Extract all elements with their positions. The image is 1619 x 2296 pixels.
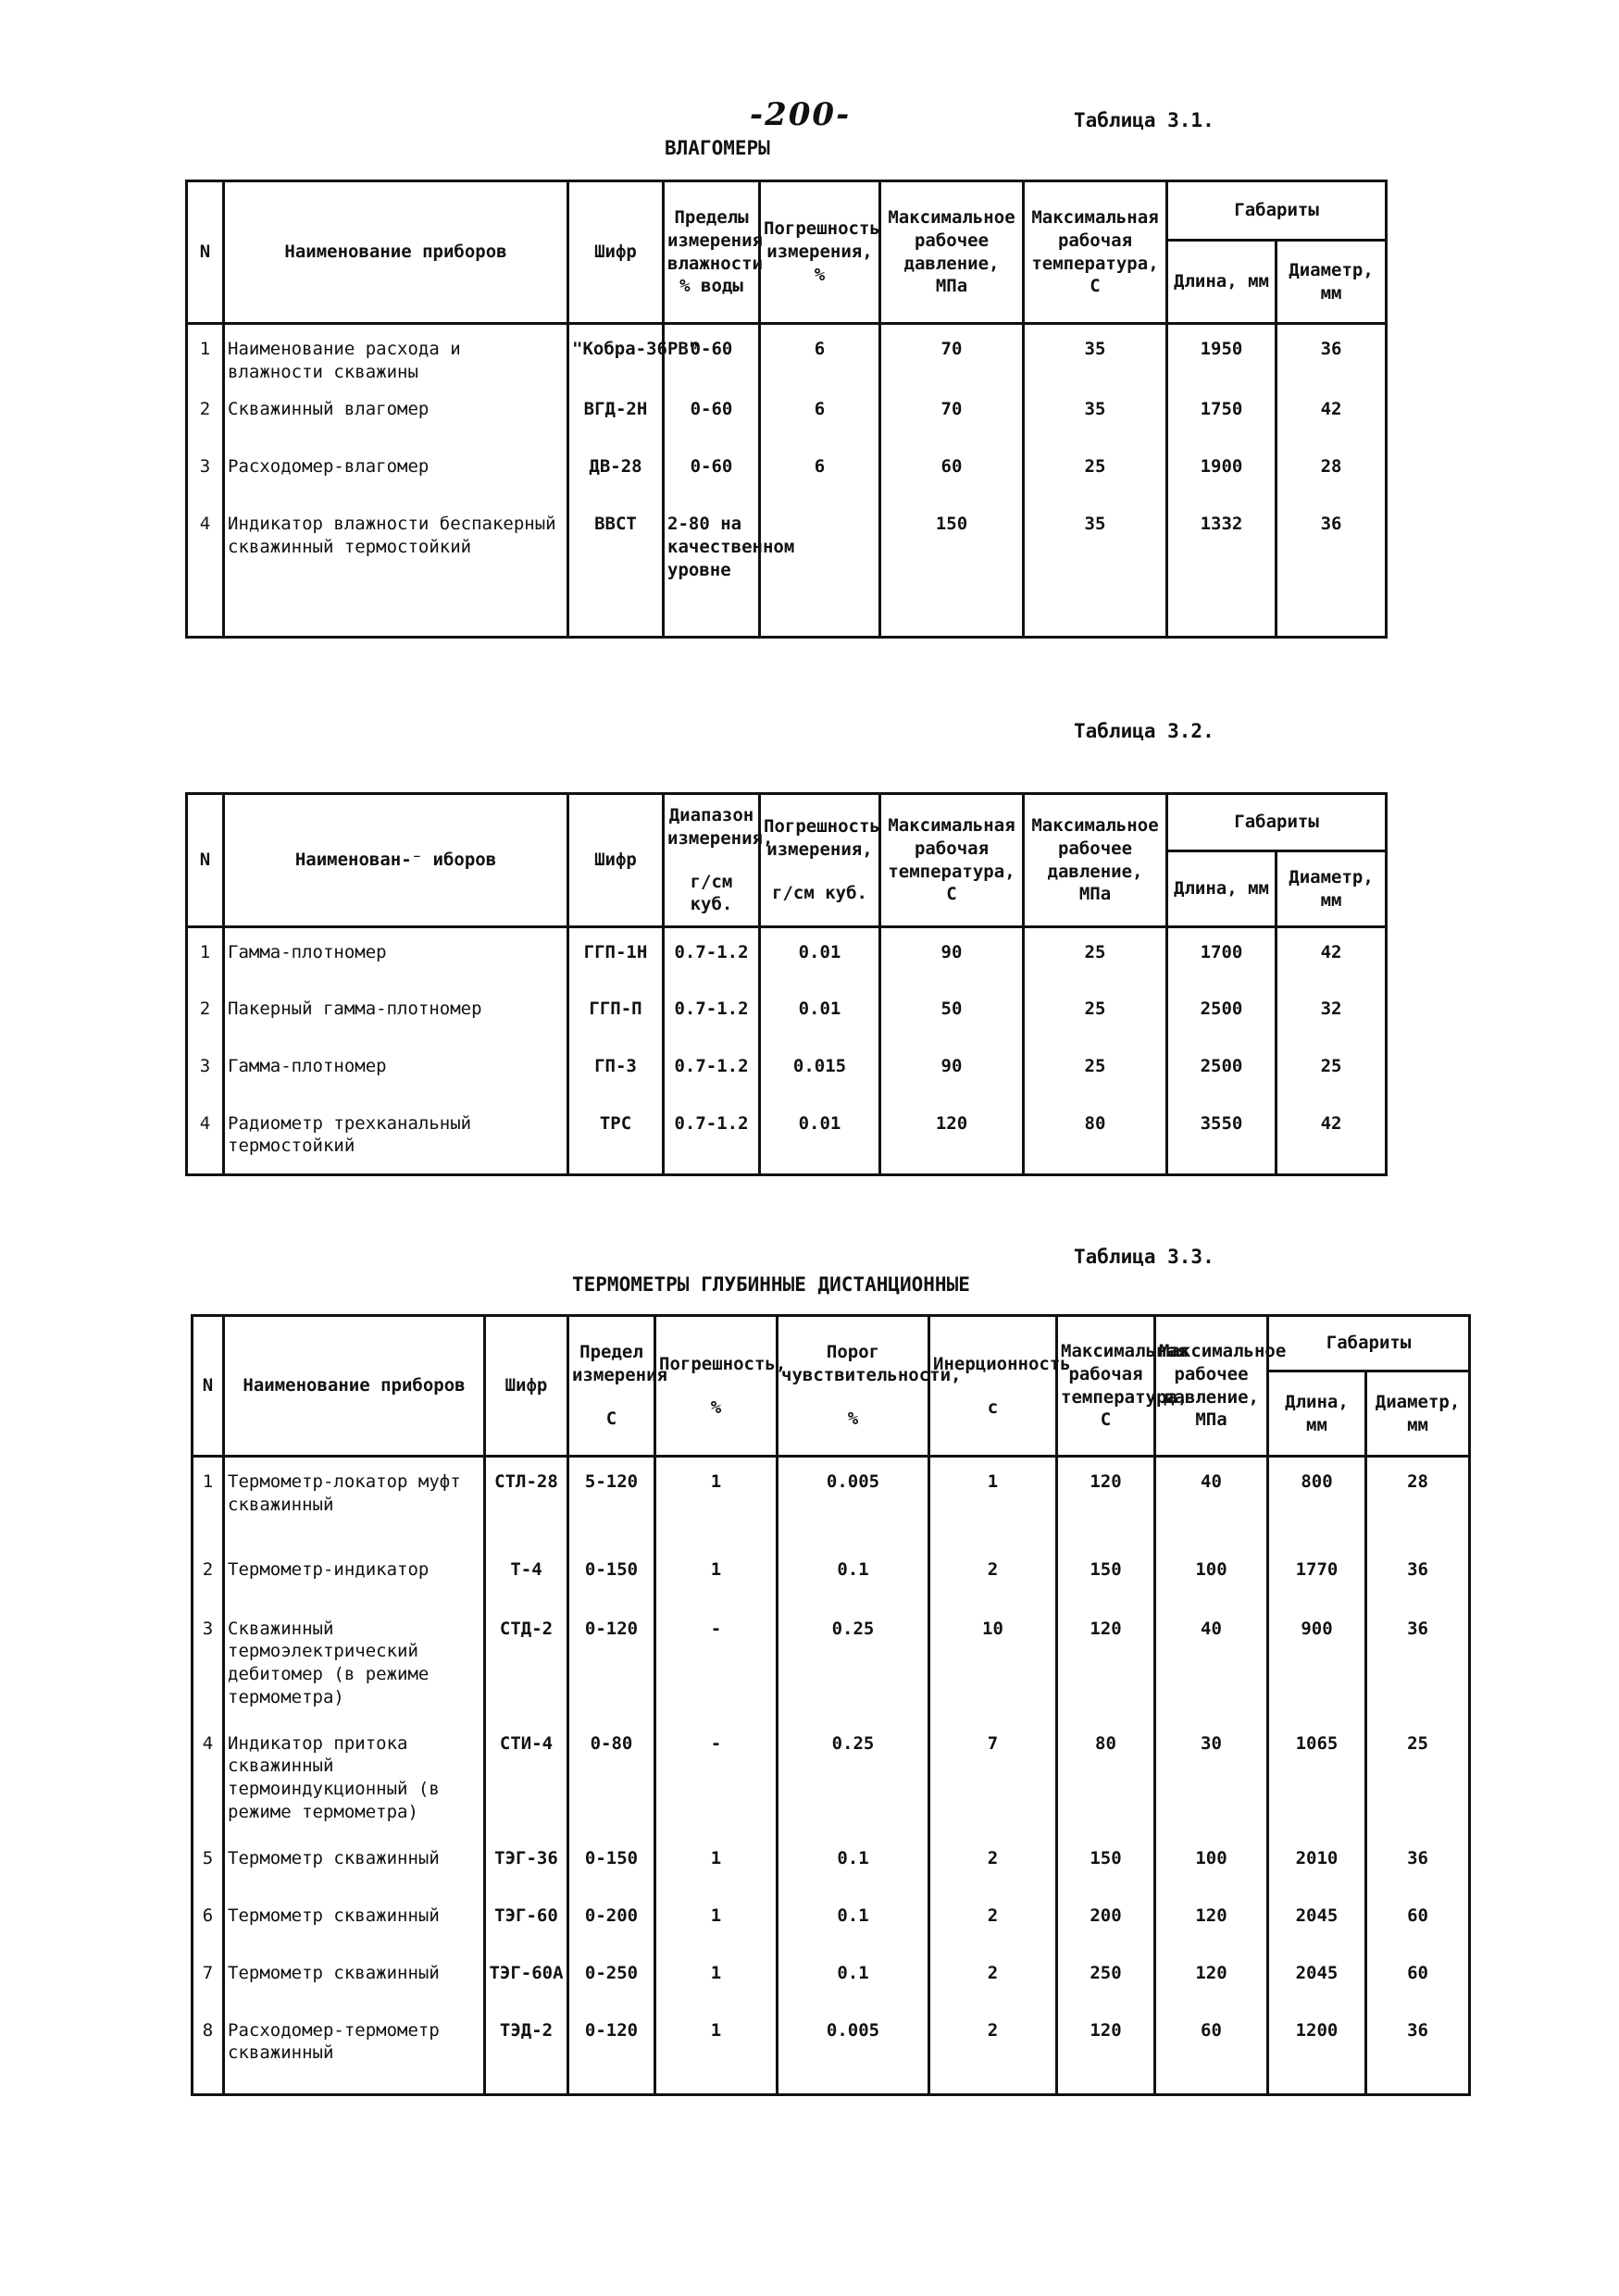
t3-r2-code: Т-4 bbox=[485, 1545, 568, 1605]
table-3-caption: Таблица 3.3. bbox=[1074, 1246, 1214, 1268]
t1-r4-range: 2-80 на качественном уровне bbox=[664, 500, 760, 637]
t2-header-range bbox=[664, 794, 774, 927]
t3-r4-num: 4 bbox=[193, 1719, 224, 1834]
t3-r3-inertia: 10 bbox=[929, 1605, 1057, 1719]
t3-r5-diameter: 36 bbox=[1366, 1834, 1470, 1892]
t2-r4-name: Радиометр трехканальный термостойкий bbox=[224, 1099, 568, 1175]
t1-r2-code: ВГД-2Н bbox=[568, 385, 664, 442]
t2-header-error-label: Погрешность измерения, bbox=[764, 816, 880, 861]
t2-header-dims: Габариты bbox=[1167, 794, 1387, 851]
t3-header-dims: Габариты bbox=[1268, 1316, 1470, 1371]
t1-r1-name: Наименование расхода и влажности скважины bbox=[224, 324, 568, 386]
t1-r4-temp: 35 bbox=[1024, 500, 1167, 637]
table-row bbox=[187, 985, 1387, 1042]
t1-r1-diameter: 36 bbox=[1277, 324, 1387, 386]
table-row bbox=[193, 2006, 1470, 2095]
t3-r5-length: 2010 bbox=[1268, 1834, 1366, 1892]
t3-header-error-unit: % bbox=[710, 1396, 722, 1418]
t3-r6-length: 2045 bbox=[1268, 1892, 1366, 1949]
t2-r2-error: 0.01 bbox=[760, 985, 880, 1042]
t2-header-error bbox=[760, 794, 880, 927]
t2-r1-temp: 90 bbox=[880, 927, 1024, 985]
t3-header-error-label: Погрешность, bbox=[659, 1353, 787, 1374]
t3-r6-num: 6 bbox=[193, 1892, 224, 1949]
t1-r3-pressure: 60 bbox=[880, 442, 1024, 500]
t3-r1-range: 5-120 bbox=[568, 1457, 655, 1545]
t3-header-range-unit: С bbox=[605, 1408, 617, 1429]
t1-r2-error: 6 bbox=[760, 385, 880, 442]
table-row bbox=[193, 1892, 1470, 1949]
t1-header-dims: Габариты bbox=[1167, 181, 1387, 241]
t1-header-num: N bbox=[187, 181, 224, 324]
t1-r2-diameter: 42 bbox=[1277, 385, 1387, 442]
t1-r4-length: 1332 bbox=[1167, 500, 1277, 637]
t3-r4-name: Индикатор притока скважинный термоиндукционный (в режиме термометра) bbox=[224, 1719, 485, 1834]
t1-r2-length: 1750 bbox=[1167, 385, 1277, 442]
table-row bbox=[193, 1834, 1470, 1892]
t3-r7-pressure: 120 bbox=[1155, 1949, 1268, 2006]
t3-r1-pressure: 40 bbox=[1155, 1457, 1268, 1545]
t1-r3-range: 0-60 bbox=[664, 442, 760, 500]
t2-r1-error: 0.01 bbox=[760, 927, 880, 985]
t2-r3-range: 0.7-1.2 bbox=[664, 1042, 760, 1099]
t2-header-num: N bbox=[187, 794, 224, 927]
t3-r3-name: Скважинный термоэлектрический дебитомер (в режиме термометра) bbox=[224, 1605, 485, 1719]
t1-r1-code: "Кобра-36РВ" bbox=[568, 324, 664, 386]
t1-r1-pressure: 70 bbox=[880, 324, 1024, 386]
t3-r2-num: 2 bbox=[193, 1545, 224, 1605]
t3-r4-range: 0-80 bbox=[568, 1719, 655, 1834]
t1-r1-range: 0-60 bbox=[664, 324, 760, 386]
t1-r2-range: 0-60 bbox=[664, 385, 760, 442]
t3-r5-threshold: 0.1 bbox=[778, 1834, 929, 1892]
t2-r2-diameter: 32 bbox=[1277, 985, 1387, 1042]
t3-r5-inertia: 2 bbox=[929, 1834, 1057, 1892]
t3-r7-diameter: 60 bbox=[1366, 1949, 1470, 2006]
t3-r6-temp: 200 bbox=[1057, 1892, 1155, 1949]
t2-r4-range: 0.7-1.2 bbox=[664, 1099, 760, 1175]
table-1-caption: Таблица 3.1. bbox=[1074, 109, 1214, 131]
t1-header-name: Наименование приборов bbox=[224, 181, 568, 324]
t3-r3-threshold: 0.25 bbox=[778, 1605, 929, 1719]
t3-r6-inertia: 2 bbox=[929, 1892, 1057, 1949]
t3-r3-error: - bbox=[655, 1605, 778, 1719]
t1-r1-length: 1950 bbox=[1167, 324, 1277, 386]
t2-r2-name: Пакерный гамма-плотномер bbox=[224, 985, 568, 1042]
table-3 bbox=[191, 1314, 1471, 2096]
table-row bbox=[193, 1457, 1470, 1545]
t3-r5-error: 1 bbox=[655, 1834, 778, 1892]
t3-r8-pressure: 60 bbox=[1155, 2006, 1268, 2095]
t3-r8-range: 0-120 bbox=[568, 2006, 655, 2095]
t3-r3-pressure: 40 bbox=[1155, 1605, 1268, 1719]
t3-r4-threshold: 0.25 bbox=[778, 1719, 929, 1834]
t3-r8-diameter: 36 bbox=[1366, 2006, 1470, 2095]
table-1-title: ВЛАГОМЕРЫ bbox=[665, 137, 770, 159]
t2-r3-pressure: 25 bbox=[1024, 1042, 1167, 1099]
t1-header-error: Погрешность измерения, % bbox=[760, 181, 880, 324]
t3-r3-num: 3 bbox=[193, 1605, 224, 1719]
t3-r7-length: 2045 bbox=[1268, 1949, 1366, 2006]
t3-r2-pressure: 100 bbox=[1155, 1545, 1268, 1605]
t3-r8-name: Расходомер-термометр скважинный bbox=[224, 2006, 485, 2095]
t2-header-pressure: Максимальное рабочее давление, МПа bbox=[1024, 794, 1167, 927]
t3-header-num: N bbox=[193, 1316, 224, 1457]
t3-r7-threshold: 0.1 bbox=[778, 1949, 929, 2006]
table-row bbox=[187, 442, 1387, 500]
t3-r7-error: 1 bbox=[655, 1949, 778, 2006]
t3-r4-length: 1065 bbox=[1268, 1719, 1366, 1834]
t1-r2-name: Скважинный влагомер bbox=[224, 385, 568, 442]
t3-r4-inertia: 7 bbox=[929, 1719, 1057, 1834]
table-row bbox=[193, 1545, 1470, 1605]
t3-header-threshold-unit: % bbox=[847, 1408, 859, 1429]
t3-r1-error: 1 bbox=[655, 1457, 778, 1545]
t1-r4-diameter: 36 bbox=[1277, 500, 1387, 637]
t3-r2-error: 1 bbox=[655, 1545, 778, 1605]
t3-header-pressure: Максимальное рабочее давление, МПа bbox=[1155, 1316, 1268, 1457]
t3-r8-error: 1 bbox=[655, 2006, 778, 2095]
t3-r6-range: 0-200 bbox=[568, 1892, 655, 1949]
t3-r8-length: 1200 bbox=[1268, 2006, 1366, 2095]
t3-r1-num: 1 bbox=[193, 1457, 224, 1545]
t3-r1-threshold: 0.005 bbox=[778, 1457, 929, 1545]
t3-r2-inertia: 2 bbox=[929, 1545, 1057, 1605]
t2-header-error-unit: г/см куб. bbox=[772, 882, 867, 903]
t2-r2-code: ГГП-П bbox=[568, 985, 664, 1042]
t3-r1-code: СТЛ-28 bbox=[485, 1457, 568, 1545]
table-row bbox=[187, 500, 1387, 637]
t1-r2-temp: 35 bbox=[1024, 385, 1167, 442]
t1-r1-temp: 35 bbox=[1024, 324, 1167, 386]
t2-r4-diameter: 42 bbox=[1277, 1099, 1387, 1175]
t3-r2-diameter: 36 bbox=[1366, 1545, 1470, 1605]
t1-r2-num: 2 bbox=[187, 385, 224, 442]
t1-header-pressure: Максимальное рабочее давление, МПа bbox=[880, 181, 1024, 324]
t3-r2-threshold: 0.1 bbox=[778, 1545, 929, 1605]
t3-r3-range: 0-120 bbox=[568, 1605, 655, 1719]
t1-r1-num: 1 bbox=[187, 324, 224, 386]
t3-header-inertia bbox=[929, 1316, 1071, 1457]
t1-r3-name: Расходомер-влагомер bbox=[224, 442, 568, 500]
t3-r6-name: Термометр скважинный bbox=[224, 1892, 485, 1949]
t1-r3-diameter: 28 bbox=[1277, 442, 1387, 500]
table-row bbox=[187, 927, 1387, 985]
t2-r1-pressure: 25 bbox=[1024, 927, 1167, 985]
t1-r4-code: ВВСТ bbox=[568, 500, 664, 637]
t3-r4-temp: 80 bbox=[1057, 1719, 1155, 1834]
t2-r4-temp: 120 bbox=[880, 1099, 1024, 1175]
t1-r4-error bbox=[760, 500, 880, 637]
t3-header-length: Длина, мм bbox=[1268, 1371, 1366, 1457]
t3-r6-threshold: 0.1 bbox=[778, 1892, 929, 1949]
table-3-title: ТЕРМОМЕТРЫ ГЛУБИННЫЕ ДИСТАНЦИОННЫЕ bbox=[572, 1273, 970, 1296]
t3-r4-pressure: 30 bbox=[1155, 1719, 1268, 1834]
t2-r4-error: 0.01 bbox=[760, 1099, 880, 1175]
t2-header-name: Наименован-⁻ иборов bbox=[224, 794, 568, 927]
t3-header-range bbox=[568, 1316, 667, 1457]
t1-r2-pressure: 70 bbox=[880, 385, 1024, 442]
table-2 bbox=[185, 792, 1388, 1176]
t1-r4-num: 4 bbox=[187, 500, 224, 637]
t1-header-range: Пределы измерения влажности % воды bbox=[664, 181, 760, 324]
t2-r1-length: 1700 bbox=[1167, 927, 1277, 985]
t3-r2-name: Термометр-индикатор bbox=[224, 1545, 485, 1605]
t3-r6-pressure: 120 bbox=[1155, 1892, 1268, 1949]
t2-r1-diameter: 42 bbox=[1277, 927, 1387, 985]
table-row bbox=[193, 1719, 1470, 1834]
t3-r7-name: Термометр скважинный bbox=[224, 1949, 485, 2006]
t3-r5-code: ТЭГ-36 bbox=[485, 1834, 568, 1892]
t1-r4-name: Индикатор влажности беспакерный скважинный термостойкий bbox=[224, 500, 568, 637]
t2-r1-code: ГГП-1Н bbox=[568, 927, 664, 985]
t3-r1-temp: 120 bbox=[1057, 1457, 1155, 1545]
t3-r7-temp: 250 bbox=[1057, 1949, 1155, 2006]
t1-r4-pressure: 150 bbox=[880, 500, 1024, 637]
page-number: -200- bbox=[750, 96, 852, 133]
t2-r3-code: ГП-3 bbox=[568, 1042, 664, 1099]
t3-header-inertia-label: Инерционность bbox=[933, 1353, 1071, 1374]
t2-r3-temp: 90 bbox=[880, 1042, 1024, 1099]
t3-r3-diameter: 36 bbox=[1366, 1605, 1470, 1719]
t2-r4-pressure: 80 bbox=[1024, 1099, 1167, 1175]
t2-header-diameter: Диаметр, мм bbox=[1277, 851, 1387, 927]
t3-r7-num: 7 bbox=[193, 1949, 224, 2006]
t3-r8-temp: 120 bbox=[1057, 2006, 1155, 2095]
t2-r1-range: 0.7-1.2 bbox=[664, 927, 760, 985]
table-row bbox=[187, 1042, 1387, 1099]
t3-r3-length: 900 bbox=[1268, 1605, 1366, 1719]
t2-r3-diameter: 25 bbox=[1277, 1042, 1387, 1099]
t3-header-threshold-label: Порог чувствительности, bbox=[781, 1342, 962, 1386]
table-2-caption: Таблица 3.2. bbox=[1074, 720, 1214, 742]
t3-r8-num: 8 bbox=[193, 2006, 224, 2095]
t2-r4-code: ТРС bbox=[568, 1099, 664, 1175]
t2-r1-num: 1 bbox=[187, 927, 224, 985]
t2-r2-range: 0.7-1.2 bbox=[664, 985, 760, 1042]
t2-r4-num: 4 bbox=[187, 1099, 224, 1175]
t3-r5-pressure: 100 bbox=[1155, 1834, 1268, 1892]
t3-r8-inertia: 2 bbox=[929, 2006, 1057, 2095]
t1-r1-error: 6 bbox=[760, 324, 880, 386]
t2-header-code: Шифр bbox=[568, 794, 664, 927]
t3-r1-diameter: 28 bbox=[1366, 1457, 1470, 1545]
t3-r3-code: СТД-2 bbox=[485, 1605, 568, 1719]
t1-r3-error: 6 bbox=[760, 442, 880, 500]
t2-r2-pressure: 25 bbox=[1024, 985, 1167, 1042]
t3-r1-length: 800 bbox=[1268, 1457, 1366, 1545]
t3-r4-code: СТИ-4 bbox=[485, 1719, 568, 1834]
t3-r8-code: ТЭД-2 bbox=[485, 2006, 568, 2095]
t2-header-temp: Максимальная рабочая температура, С bbox=[880, 794, 1024, 927]
t1-header-diameter: Диаметр, мм bbox=[1277, 241, 1387, 324]
t2-r3-name: Гамма-плотномер bbox=[224, 1042, 568, 1099]
t3-r2-temp: 150 bbox=[1057, 1545, 1155, 1605]
t1-header-length: Длина, мм bbox=[1167, 241, 1277, 324]
t1-r3-temp: 25 bbox=[1024, 442, 1167, 500]
t2-r1-name: Гамма-плотномер bbox=[224, 927, 568, 985]
t2-r3-error: 0.015 bbox=[760, 1042, 880, 1099]
t3-r5-temp: 150 bbox=[1057, 1834, 1155, 1892]
t3-r8-threshold: 0.005 bbox=[778, 2006, 929, 2095]
table-row bbox=[187, 1099, 1387, 1175]
t3-r5-num: 5 bbox=[193, 1834, 224, 1892]
t2-r3-num: 3 bbox=[187, 1042, 224, 1099]
t3-header-inertia-unit: с bbox=[987, 1396, 999, 1418]
t1-r3-length: 1900 bbox=[1167, 442, 1277, 500]
t2-r2-temp: 50 bbox=[880, 985, 1024, 1042]
t2-r2-num: 2 bbox=[187, 985, 224, 1042]
t3-r5-range: 0-150 bbox=[568, 1834, 655, 1892]
t3-r6-code: ТЭГ-60 bbox=[485, 1892, 568, 1949]
t3-r2-length: 1770 bbox=[1268, 1545, 1366, 1605]
t3-header-code: Шифр bbox=[485, 1316, 568, 1457]
t2-r2-length: 2500 bbox=[1167, 985, 1277, 1042]
t2-header-range-label: Диапазон измерения, bbox=[667, 805, 774, 849]
t3-r4-error: - bbox=[655, 1719, 778, 1834]
t2-r3-length: 2500 bbox=[1167, 1042, 1277, 1099]
t3-r7-code: ТЭГ-60А bbox=[485, 1949, 568, 2006]
t1-r3-code: ДВ-28 bbox=[568, 442, 664, 500]
t3-header-diameter: Диаметр, мм bbox=[1366, 1371, 1470, 1457]
t3-header-threshold bbox=[778, 1316, 962, 1457]
t3-r5-name: Термометр скважинный bbox=[224, 1834, 485, 1892]
table-row bbox=[187, 385, 1387, 442]
table-1 bbox=[185, 180, 1388, 639]
t3-r6-error: 1 bbox=[655, 1892, 778, 1949]
t3-r3-temp: 120 bbox=[1057, 1605, 1155, 1719]
t3-r7-inertia: 2 bbox=[929, 1949, 1057, 2006]
table-row bbox=[193, 1605, 1470, 1719]
t3-r6-diameter: 60 bbox=[1366, 1892, 1470, 1949]
t2-r4-length: 3550 bbox=[1167, 1099, 1277, 1175]
t3-header-name: Наименование приборов bbox=[224, 1316, 485, 1457]
t1-r3-num: 3 bbox=[187, 442, 224, 500]
t2-header-length: Длина, мм bbox=[1167, 851, 1277, 927]
t2-header-range-unit: г/см куб. bbox=[690, 871, 733, 915]
t3-r7-range: 0-250 bbox=[568, 1949, 655, 2006]
table-row bbox=[193, 1949, 1470, 2006]
t3-r2-range: 0-150 bbox=[568, 1545, 655, 1605]
t3-header-error bbox=[655, 1316, 787, 1457]
t3-r1-inertia: 1 bbox=[929, 1457, 1057, 1545]
t1-header-code: Шифр bbox=[568, 181, 664, 324]
t3-header-range-label: Предел измерения bbox=[572, 1342, 667, 1386]
t1-header-temp: Максимальная рабочая температура, С bbox=[1024, 181, 1167, 324]
table-row bbox=[187, 324, 1387, 386]
t3-r1-name: Термометр-локатор муфт скважинный bbox=[224, 1457, 485, 1545]
t3-header-temp: Максимальная рабочая температура, С bbox=[1057, 1316, 1155, 1457]
t3-r4-diameter: 25 bbox=[1366, 1719, 1470, 1834]
